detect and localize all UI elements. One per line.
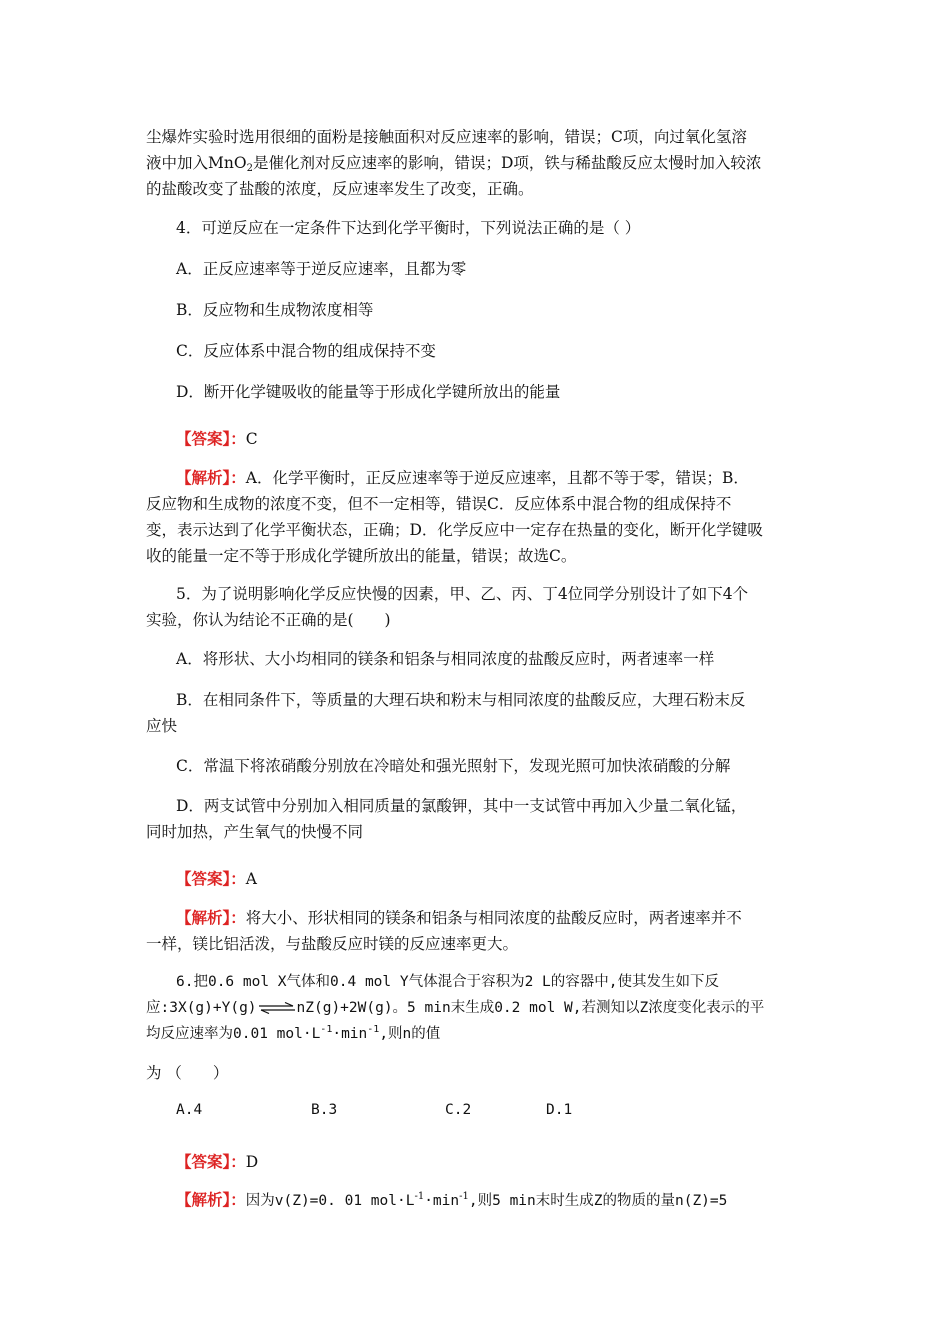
option-a: A.4 — [176, 1102, 203, 1118]
text-span: 是催化剂对反应速率的影响，错误；D项，铁与稀盐酸反应太慢时加入较浓 — [252, 154, 762, 172]
explanation-line — [176, 465, 840, 491]
option-d: D．断开化学键吸收的能量等于形成化学键所放出的能量 — [176, 383, 561, 401]
text-line: 一样，镁比铝活泼，与盐酸反应时镁的反应速率更大。 — [146, 935, 519, 953]
question-5: 5．为了说明影响化学反应快慢的因素，甲、乙、丙、丁4位同学分别设计了如下4个 — [176, 585, 749, 603]
text-line: 的盐酸改变了盐酸的浓度，反应速率发生了改变，正确。 — [146, 180, 534, 198]
option-b: B.3 — [311, 1102, 338, 1118]
text-span: 因为v(Z)=0. 01 mol·L — [245, 1193, 415, 1209]
option-b: B．反应物和生成物浓度相等 — [176, 301, 374, 319]
option-d: D．两支试管中分别加入相同质量的氯酸钾，其中一支试管中再加入少量二氧化锰， — [176, 797, 747, 815]
answer-line — [176, 426, 840, 452]
answer-value: C — [245, 430, 258, 448]
superscript: -1 — [367, 1024, 380, 1035]
text-line: 为 （ ） — [146, 1064, 229, 1082]
text-span: A．化学平衡时，正反应速率等于逆反应速率，且都不等于零，错误；B． — [245, 469, 749, 487]
answer-line — [176, 866, 840, 892]
text-line: 反应物和生成物的浓度不变，但不一定相等，错误C．反应体系中混合物的组成保持不 — [146, 495, 732, 513]
text-line: 实验，你认为结论不正确的是( ) — [146, 611, 391, 629]
text-span: nZ(g)+2W(g)。5 min末生成0.2 mol W,若测知以Z浓度变化表示的平 — [296, 1000, 765, 1016]
answer-tag: 【答案】： — [176, 869, 246, 888]
question-6: 6.把0.6 mol X气体和0.4 mol Y气体混合于容积为2 L的容器中,使其发生如下反 — [176, 974, 720, 990]
explanation-tag: 【解析】： — [176, 468, 246, 487]
text-line: 同时加热，产生氧气的快慢不同 — [146, 823, 364, 841]
text-span: ·min — [424, 1193, 460, 1209]
option-a: A．将形状、大小均相同的镁条和铝条与相同浓度的盐酸反应时，两者速率一样 — [176, 650, 715, 668]
text-span: 均反应速率为0.01 mol·L — [146, 1026, 321, 1042]
text-span: 将大小、形状相同的镁条和铝条与相同浓度的盐酸反应时，两者速率并不 — [245, 909, 742, 927]
superscript: -1 — [320, 1024, 333, 1035]
answer-tag: 【答案】： — [176, 1152, 246, 1171]
text-line: 尘爆炸实验时选用很细的面粉是接触面积对反应速率的影响，错误；C项，向过氧化氢溶 — [146, 128, 747, 146]
text-line — [146, 150, 810, 176]
explanation-line — [176, 905, 840, 931]
text-span: 应:3X(g)+Y(g) — [146, 1000, 257, 1016]
text-span: ,则5 min末时生成Z的物质的量n(Z)=5 — [468, 1193, 728, 1209]
text-span: 液中加入MnO — [146, 154, 247, 172]
text-line: 应快 — [146, 717, 178, 735]
option-c: C.2 — [445, 1102, 472, 1118]
superscript: -1 — [414, 1191, 425, 1202]
superscript: -1 — [459, 1191, 469, 1202]
answer-value: D — [245, 1153, 259, 1171]
text-line — [146, 995, 810, 1021]
option-c: C．反应体系中混合物的组成保持不变 — [176, 342, 436, 360]
explanation-tag: 【解析】： — [176, 1190, 246, 1209]
text-line: 变，表示达到了化学平衡状态，正确；D．化学反应中一定存在热量的变化，断开化学键吸 — [146, 521, 763, 539]
explanation-line — [176, 1187, 840, 1214]
text-span: ,则n的值 — [379, 1026, 441, 1042]
answer-value: A — [245, 870, 257, 888]
text-line — [146, 1021, 810, 1047]
equilibrium-arrow-icon — [257, 1002, 297, 1014]
option-a: A．正反应速率等于逆反应速率，且都为零 — [176, 260, 467, 278]
answer-tag: 【答案】： — [176, 429, 246, 448]
option-b: B．在相同条件下，等质量的大理石块和粉末与相同浓度的盐酸反应，大理石粉末反 — [176, 691, 746, 709]
text-span: ·min — [332, 1026, 368, 1042]
option-d: D.1 — [546, 1102, 573, 1118]
subscript: 2 — [246, 163, 253, 174]
explanation-tag: 【解析】： — [176, 908, 246, 927]
answer-line — [176, 1149, 840, 1175]
question-4: 4．可逆反应在一定条件下达到化学平衡时，下列说法正确的是（ ） — [176, 219, 641, 237]
text-line: 收的能量一定不等于形成化学键所放出的能量，错误；故选C。 — [146, 547, 577, 565]
option-c: C．常温下将浓硝酸分别放在冷暗处和强光照射下，发现光照可加快浓硝酸的分解 — [176, 757, 731, 775]
